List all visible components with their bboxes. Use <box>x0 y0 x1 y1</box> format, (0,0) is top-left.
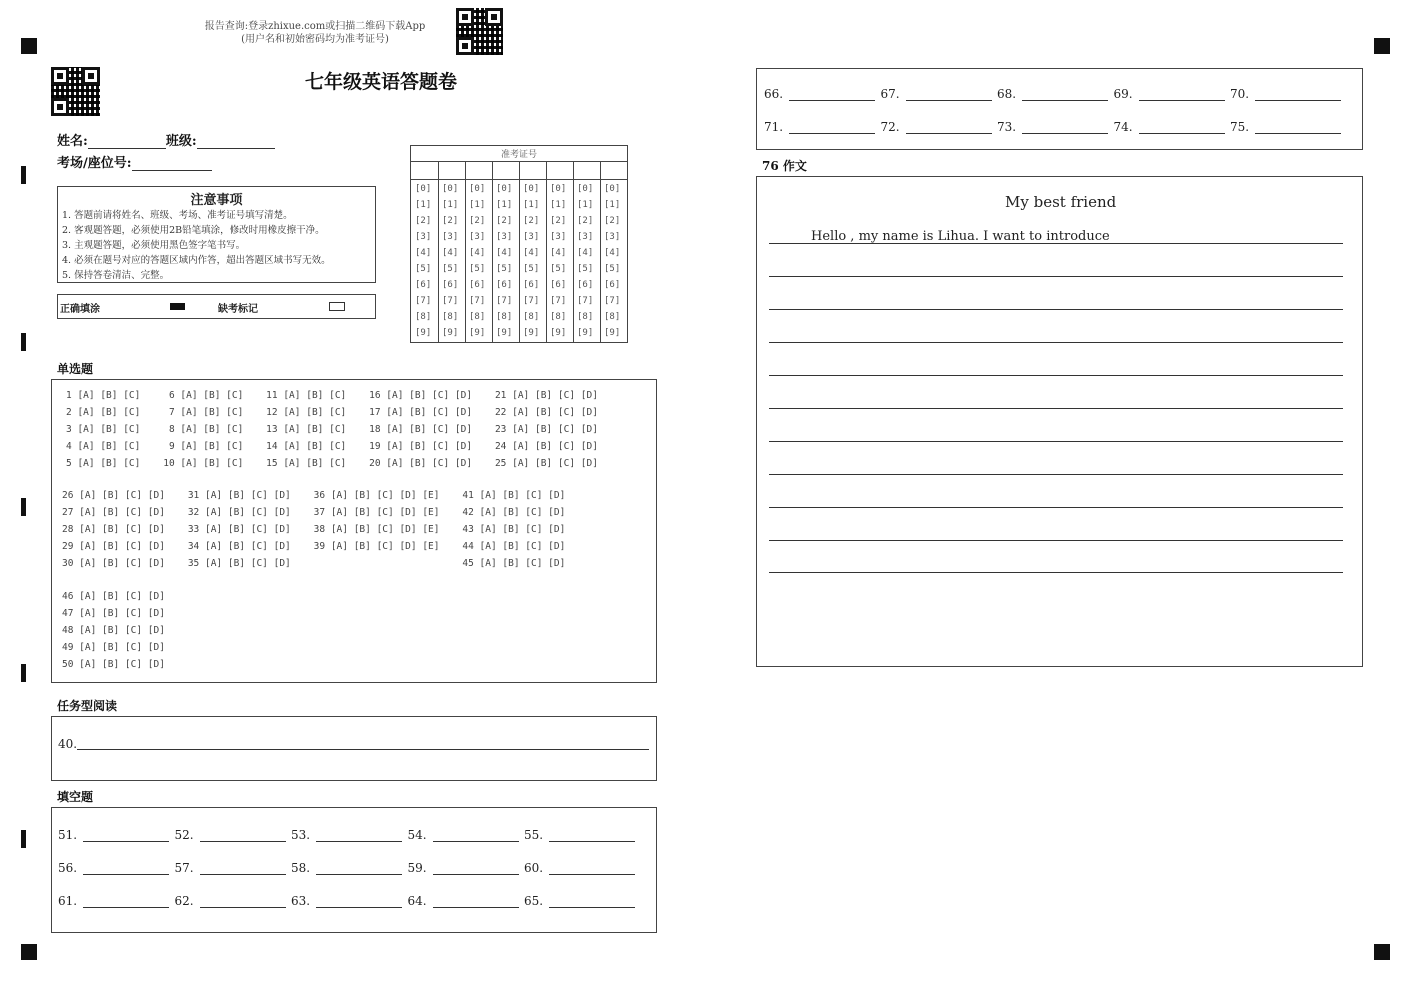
fill-blank-line[interactable] <box>549 895 635 908</box>
fill-blank-number: 68. <box>997 87 1017 101</box>
corner-mark <box>1374 38 1390 54</box>
fill-blank-number: 63. <box>291 894 311 908</box>
choice-row[interactable]: 29 [A] [B] [C] [D] 34 [A] [B] [C] [D] 39 [A] [B] [C] [D] [E] 44 [A] [B] [C] [D] <box>62 541 566 552</box>
essay-writing-line[interactable] <box>769 276 1343 277</box>
fill-blank-item[interactable] <box>997 120 1108 134</box>
exam-id-digit-bubble[interactable]: [7] <box>550 296 567 306</box>
exam-id-digit-bubble[interactable]: [3] <box>442 232 459 242</box>
report-line-2: (用户名和初始密码均为准考证号) <box>241 34 389 45</box>
choice-row[interactable]: 5 [A] [B] [C] 10 [A] [B] [C] 15 [A] [B] [C] 20 [A] [B] [C] [D] 25 [A] [B] [C] [D] <box>66 458 598 469</box>
choice-row[interactable]: 4 [A] [B] [C] 9 [A] [B] [C] 14 [A] [B] [C] 19 [A] [B] [C] [D] 24 [A] [B] [C] [D] <box>66 441 598 452</box>
exam-id-digit-bubble[interactable]: [1] <box>604 200 621 210</box>
exam-id-digit-bubble[interactable]: [5] <box>550 264 567 274</box>
choice-row[interactable]: 50 [A] [B] [C] [D] <box>62 659 165 670</box>
exam-id-digit-bubble[interactable]: [4] <box>415 248 432 258</box>
exam-id-digit-bubble[interactable]: [9] <box>442 328 459 338</box>
seat-field-row <box>57 152 212 171</box>
fill-blank-item[interactable] <box>1230 120 1341 134</box>
fill-blank-line[interactable] <box>316 862 402 875</box>
fill-blank-line[interactable] <box>789 88 875 101</box>
exam-id-digit-bubble[interactable]: [2] <box>604 216 621 226</box>
exam-id-digit-bubble[interactable]: [6] <box>523 280 540 290</box>
correct-fill-sample <box>170 303 185 310</box>
exam-id-digit-bubble[interactable]: [7] <box>415 296 432 306</box>
q40-answer-line[interactable] <box>77 749 649 750</box>
exam-id-digit-bubble[interactable]: [1] <box>577 200 594 210</box>
exam-id-digit-bubble[interactable]: [4] <box>442 248 459 258</box>
exam-id-digit-bubble[interactable]: [0] <box>550 184 567 194</box>
exam-id-column-divider <box>600 161 601 342</box>
exam-id-digit-bubble[interactable]: [9] <box>469 328 486 338</box>
essay-writing-line[interactable] <box>769 572 1343 573</box>
note-item: 5. 保持答卷清洁、完整。 <box>62 270 170 281</box>
exam-id-digit-bubble[interactable]: [6] <box>442 280 459 290</box>
fill-blank-line[interactable] <box>316 895 402 908</box>
fill-blank-number: 53. <box>291 828 311 842</box>
fill-blank-item[interactable] <box>524 861 635 875</box>
fill-blank-number: 62. <box>174 894 194 908</box>
essay-writing-line[interactable] <box>769 441 1343 442</box>
notes-box <box>57 186 376 283</box>
exam-id-digit-bubble[interactable]: [3] <box>550 232 567 242</box>
fill-blank-number: 59. <box>407 861 427 875</box>
exam-id-digit-bubble[interactable]: [9] <box>496 328 513 338</box>
exam-id-digit-bubble[interactable]: [8] <box>415 312 432 322</box>
corner-mark <box>1374 944 1390 960</box>
exam-id-digit-bubble[interactable]: [0] <box>496 184 513 194</box>
fill-blank-line[interactable] <box>789 121 875 134</box>
exam-id-digit-bubble[interactable]: [7] <box>442 296 459 306</box>
fill-blank-line[interactable] <box>906 88 992 101</box>
fill-blank-number: 70. <box>1230 87 1250 101</box>
fill-blank-item[interactable] <box>58 861 169 875</box>
exam-id-digit-bubble[interactable]: [9] <box>604 328 621 338</box>
fill-blank-number: 58. <box>291 861 311 875</box>
fill-blank-number: 54. <box>407 828 427 842</box>
exam-id-column-divider <box>546 161 547 342</box>
exam-id-digit-bubble[interactable]: [0] <box>442 184 459 194</box>
exam-id-digit-bubble[interactable]: [6] <box>604 280 621 290</box>
essay-writing-line[interactable] <box>769 507 1343 508</box>
choice-row[interactable]: 28 [A] [B] [C] [D] 33 [A] [B] [C] [D] 38 [A] [B] [C] [D] [E] 43 [A] [B] [C] [D] <box>62 524 566 535</box>
fill-blank-item[interactable] <box>1230 87 1341 101</box>
single-choice-box <box>51 379 657 683</box>
exam-id-digit-bubble[interactable]: [9] <box>415 328 432 338</box>
task-reading-title: 任务型阅读 <box>57 699 118 713</box>
choice-row[interactable]: 48 [A] [B] [C] [D] <box>62 625 165 636</box>
q40-label: 40. <box>58 737 78 751</box>
right-blank-box <box>756 68 1363 150</box>
fill-blank-line[interactable] <box>433 829 519 842</box>
essay-writing-line[interactable] <box>769 375 1343 376</box>
exam-id-digit-bubble[interactable]: [1] <box>550 200 567 210</box>
fill-blank-line[interactable] <box>83 862 169 875</box>
exam-id-digit-bubble[interactable]: [4] <box>550 248 567 258</box>
choice-row[interactable]: 3 [A] [B] [C] 8 [A] [B] [C] 13 [A] [B] [C] 18 [A] [B] [C] [D] 23 [A] [B] [C] [D] <box>66 424 598 435</box>
class-field[interactable] <box>197 134 275 149</box>
exam-id-digit-bubble[interactable]: [2] <box>415 216 432 226</box>
fill-blank-item[interactable] <box>764 120 875 134</box>
exam-id-digit-bubble[interactable]: [2] <box>577 216 594 226</box>
exam-id-digit-bubble[interactable]: [2] <box>550 216 567 226</box>
essay-title: 76 作文 <box>762 159 807 173</box>
absent-mark-label: 缺考标记 <box>218 304 258 315</box>
correct-fill-label: 正确填涂 <box>60 304 100 315</box>
note-item: 4. 必须在题号对应的答题区域内作答，超出答题区域书写无效。 <box>62 255 331 266</box>
fill-blank-line[interactable] <box>906 121 992 134</box>
class-label: 班级: <box>165 134 197 149</box>
fill-blank-line[interactable] <box>549 862 635 875</box>
fill-blank-item[interactable] <box>58 894 169 908</box>
single-choice-title: 单选题 <box>57 362 94 376</box>
seat-field[interactable] <box>132 156 212 171</box>
exam-id-digit-bubble[interactable]: [7] <box>496 296 513 306</box>
notes-title: 注意事项 <box>190 193 243 208</box>
exam-id-digit-bubble[interactable]: [0] <box>604 184 621 194</box>
fill-blank-number: 75. <box>1230 120 1250 134</box>
essay-box <box>756 176 1363 667</box>
choice-row[interactable]: 46 [A] [B] [C] [D] <box>62 591 165 602</box>
exam-id-digit-bubble[interactable]: [8] <box>496 312 513 322</box>
fill-blank-line[interactable] <box>200 829 286 842</box>
exam-id-digit-bubble[interactable]: [3] <box>604 232 621 242</box>
exam-id-digit-bubble[interactable]: [5] <box>523 264 540 274</box>
fill-blank-number: 55. <box>524 828 544 842</box>
task-reading-box <box>51 716 657 781</box>
choice-row[interactable]: 1 [A] [B] [C] 6 [A] [B] [C] 11 [A] [B] [C] 16 [A] [B] [C] [D] 21 [A] [B] [C] [D] <box>66 390 598 401</box>
exam-id-digit-bubble[interactable]: [9] <box>523 328 540 338</box>
fill-blank-number: 66. <box>764 87 784 101</box>
exam-id-digit-bubble[interactable]: [8] <box>469 312 486 322</box>
fill-blank-number: 65. <box>524 894 544 908</box>
fill-blank-line[interactable] <box>200 862 286 875</box>
fill-blank-number: 57. <box>174 861 194 875</box>
fill-blank-item[interactable] <box>524 828 635 842</box>
exam-id-digit-bubble[interactable]: [3] <box>415 232 432 242</box>
report-query-text <box>190 20 440 46</box>
choice-row[interactable]: 2 [A] [B] [C] 7 [A] [B] [C] 12 [A] [B] [C] 17 [A] [B] [C] [D] 22 [A] [B] [C] [D] <box>66 407 598 418</box>
fill-blank-line[interactable] <box>1022 121 1108 134</box>
exam-id-digit-bubble[interactable]: [7] <box>604 296 621 306</box>
fill-blank-item[interactable] <box>764 87 875 101</box>
exam-id-grid <box>410 145 628 343</box>
fill-blank-line[interactable] <box>1022 88 1108 101</box>
absent-mark-checkbox[interactable] <box>329 302 345 311</box>
exam-id-digit-bubble[interactable]: [3] <box>496 232 513 242</box>
choice-row[interactable]: 30 [A] [B] [C] [D] 35 [A] [B] [C] [D] 45 [A] [B] [C] [D] <box>62 558 566 569</box>
fill-blank-item[interactable] <box>881 87 992 101</box>
choice-row[interactable]: 49 [A] [B] [C] [D] <box>62 642 165 653</box>
fill-blank-item[interactable] <box>524 894 635 908</box>
choice-row[interactable]: 47 [A] [B] [C] [D] <box>62 608 165 619</box>
fill-blank-item[interactable] <box>291 828 402 842</box>
exam-id-digit-bubble[interactable]: [0] <box>577 184 594 194</box>
fill-blank-item[interactable] <box>175 828 286 842</box>
report-line-1: 报告查询:登录zhixue.com或扫描二维码下载App <box>204 21 426 32</box>
note-item: 2. 客观题答题，必须使用2B铅笔填涂，修改时用橡皮擦干净。 <box>62 225 325 236</box>
exam-id-digit-bubble[interactable]: [4] <box>523 248 540 258</box>
exam-id-digit-bubble[interactable]: [8] <box>550 312 567 322</box>
essay-heading: My best friend <box>1005 193 1117 211</box>
fill-blank-title: 填空题 <box>57 790 94 804</box>
name-label: 姓名: <box>57 134 88 149</box>
essay-writing-line[interactable] <box>769 309 1343 310</box>
fill-blank-number: 64. <box>407 894 427 908</box>
choice-row[interactable]: 27 [A] [B] [C] [D] 32 [A] [B] [C] [D] 37 [A] [B] [C] [D] [E] 42 [A] [B] [C] [D] <box>62 507 566 518</box>
exam-id-digit-bubble[interactable]: [5] <box>496 264 513 274</box>
exam-id-digit-bubble[interactable]: [2] <box>496 216 513 226</box>
exam-id-digit-bubble[interactable]: [4] <box>496 248 513 258</box>
exam-id-digit-bubble[interactable]: [1] <box>442 200 459 210</box>
fill-blank-item[interactable] <box>408 861 519 875</box>
fill-blank-number: 71. <box>764 120 784 134</box>
exam-id-digit-bubble[interactable]: [8] <box>604 312 621 322</box>
name-field-row <box>57 130 275 149</box>
exam-id-digit-bubble[interactable]: [9] <box>550 328 567 338</box>
exam-id-digit-bubble[interactable]: [3] <box>577 232 594 242</box>
fill-blank-item[interactable] <box>408 828 519 842</box>
fill-blank-number: 72. <box>880 120 900 134</box>
qr-code-icon <box>51 67 100 116</box>
fill-blank-number: 61. <box>58 894 78 908</box>
fill-blank-item[interactable] <box>175 861 286 875</box>
timing-mark <box>21 333 26 351</box>
exam-id-digit-bubble[interactable]: [0] <box>469 184 486 194</box>
fill-blank-number: 74. <box>1113 120 1133 134</box>
exam-id-digit-bubble[interactable]: [0] <box>415 184 432 194</box>
corner-mark <box>21 38 37 54</box>
exam-id-digit-bubble[interactable]: [5] <box>577 264 594 274</box>
fill-blank-item[interactable] <box>175 894 286 908</box>
exam-id-column-divider <box>573 161 574 342</box>
seat-label: 考场/座位号: <box>57 156 132 171</box>
essay-writing-line[interactable] <box>769 408 1343 409</box>
fill-blank-box <box>51 807 657 933</box>
fill-blank-item[interactable] <box>291 861 402 875</box>
fill-blank-number: 67. <box>880 87 900 101</box>
exam-id-digit-bubble[interactable]: [8] <box>523 312 540 322</box>
fill-blank-item[interactable] <box>58 828 169 842</box>
exam-id-digit-bubble[interactable]: [7] <box>523 296 540 306</box>
exam-id-digit-bubble[interactable]: [1] <box>469 200 486 210</box>
exam-id-digit-bubble[interactable]: [3] <box>469 232 486 242</box>
exam-id-digit-bubble[interactable]: [1] <box>415 200 432 210</box>
exam-id-digit-bubble[interactable]: [6] <box>415 280 432 290</box>
choice-row[interactable]: 26 [A] [B] [C] [D] 31 [A] [B] [C] [D] 36 [A] [B] [C] [D] [E] 41 [A] [B] [C] [D] <box>62 490 566 501</box>
fill-blank-item[interactable] <box>881 120 992 134</box>
exam-id-digit-bubble[interactable]: [6] <box>469 280 486 290</box>
fill-blank-line[interactable] <box>1139 121 1225 134</box>
exam-id-digit-bubble[interactable]: [4] <box>577 248 594 258</box>
fill-blank-line[interactable] <box>1255 88 1341 101</box>
exam-id-column-divider <box>465 161 466 342</box>
exam-id-digit-bubble[interactable]: [2] <box>442 216 459 226</box>
exam-id-digit-bubble[interactable]: [5] <box>415 264 432 274</box>
exam-id-digit-bubble[interactable]: [3] <box>523 232 540 242</box>
exam-id-digit-bubble[interactable]: [5] <box>604 264 621 274</box>
exam-id-digit-bubble[interactable]: [1] <box>496 200 513 210</box>
fill-blank-number: 73. <box>997 120 1017 134</box>
exam-id-digit-bubble[interactable]: [6] <box>577 280 594 290</box>
fill-blank-number: 56. <box>58 861 78 875</box>
qr-code-icon <box>456 8 503 55</box>
fill-blank-line[interactable] <box>83 895 169 908</box>
exam-id-title: 准考证号 <box>500 150 537 160</box>
essay-first-line: Hello , my name is Lihua. I want to introduce <box>811 229 1110 244</box>
exam-id-digit-bubble[interactable]: [0] <box>523 184 540 194</box>
essay-writing-line[interactable] <box>769 540 1343 541</box>
fill-blank-item[interactable] <box>1114 120 1225 134</box>
exam-id-digit-bubble[interactable]: [7] <box>577 296 594 306</box>
exam-id-digit-bubble[interactable]: [4] <box>604 248 621 258</box>
exam-id-digit-bubble[interactable]: [7] <box>469 296 486 306</box>
exam-id-column-divider <box>492 161 493 342</box>
exam-id-digit-bubble[interactable]: [8] <box>577 312 594 322</box>
exam-id-digit-bubble[interactable]: [5] <box>469 264 486 274</box>
fill-blank-item[interactable] <box>1114 87 1225 101</box>
fill-blank-line[interactable] <box>433 895 519 908</box>
fill-blank-number: 69. <box>1113 87 1133 101</box>
fill-blank-line[interactable] <box>200 895 286 908</box>
exam-id-digit-bubble[interactable]: [2] <box>469 216 486 226</box>
fill-blank-line[interactable] <box>83 829 169 842</box>
timing-mark <box>21 166 26 184</box>
name-field[interactable] <box>88 134 166 149</box>
fill-legend-box <box>57 294 376 319</box>
exam-id-digit-bubble[interactable]: [6] <box>550 280 567 290</box>
fill-blank-line[interactable] <box>316 829 402 842</box>
fill-blank-item[interactable] <box>997 87 1108 101</box>
essay-writing-line[interactable] <box>769 342 1343 343</box>
corner-mark <box>21 944 37 960</box>
fill-blank-number: 51. <box>58 828 78 842</box>
fill-blank-number: 52. <box>174 828 194 842</box>
exam-id-column-divider <box>438 161 439 342</box>
timing-mark <box>21 830 26 848</box>
exam-id-column-divider <box>519 161 520 342</box>
page-title: 七年级英语答题卷 <box>305 71 458 93</box>
fill-blank-line[interactable] <box>433 862 519 875</box>
fill-blank-line[interactable] <box>1139 88 1225 101</box>
fill-blank-number: 60. <box>524 861 544 875</box>
fill-blank-line[interactable] <box>1255 121 1341 134</box>
exam-id-digit-bubble[interactable]: [4] <box>469 248 486 258</box>
essay-writing-line[interactable] <box>769 243 1343 244</box>
note-item: 3. 主观题答题，必须使用黑色签字笔书写。 <box>62 240 246 251</box>
note-item: 1. 答题前请将姓名、班级、考场、准考证号填写清楚。 <box>62 210 293 221</box>
timing-mark <box>21 498 26 516</box>
fill-blank-line[interactable] <box>549 829 635 842</box>
exam-id-digit-bubble[interactable]: [2] <box>523 216 540 226</box>
fill-blank-item[interactable] <box>408 894 519 908</box>
timing-mark <box>21 664 26 682</box>
exam-id-digit-bubble[interactable]: [1] <box>523 200 540 210</box>
exam-id-digit-bubble[interactable]: [8] <box>442 312 459 322</box>
fill-blank-item[interactable] <box>291 894 402 908</box>
exam-id-digit-bubble[interactable]: [5] <box>442 264 459 274</box>
essay-writing-line[interactable] <box>769 474 1343 475</box>
exam-id-digit-bubble[interactable]: [9] <box>577 328 594 338</box>
exam-id-digit-bubble[interactable]: [6] <box>496 280 513 290</box>
